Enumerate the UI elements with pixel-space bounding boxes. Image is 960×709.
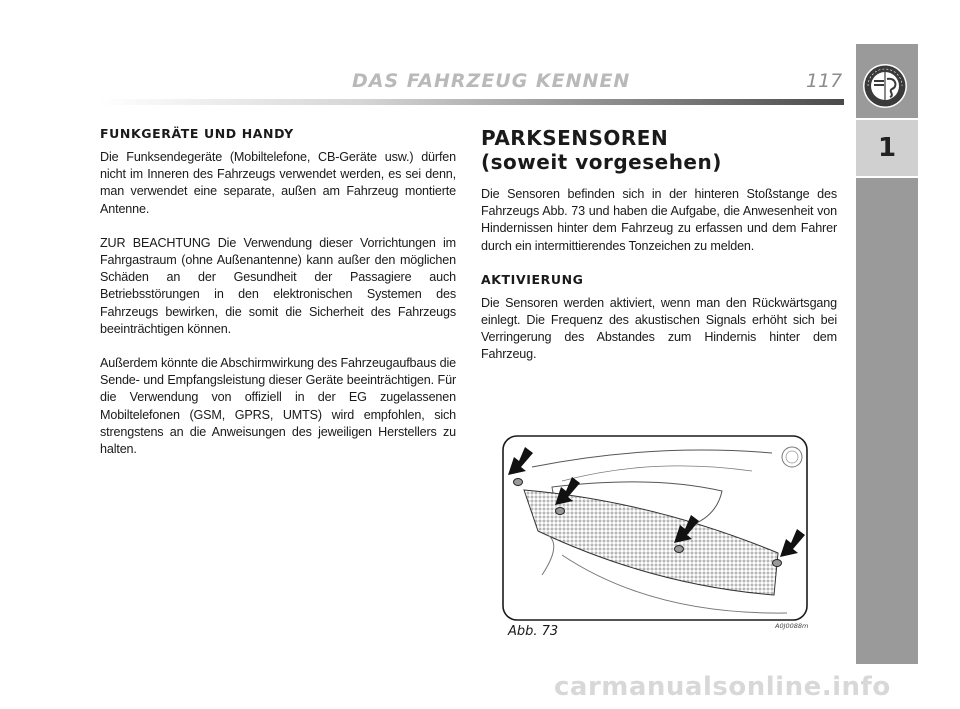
- intro-paragraph: Die Sensoren befinden sich in der hinteren Stoßstange des Fahrzeugs Abb. 73 und haben die Aufgabe, die Anwesenheit von Hindernissen hinter dem Fahrzeug zu erfassen und dem Fahrer durch ein intermittierendes Tonzeichen zu melden.: [481, 187, 837, 253]
- subheading-activation: AKTIVIERUNG: [481, 271, 584, 287]
- left-column: [100, 126, 456, 475]
- section-title: PARKSENSOREN: [481, 126, 669, 150]
- figure-caption: Abb. 73: [508, 624, 559, 639]
- paragraph: ZUR BEACHTUNG Die Verwendung dieser Vorrichtungen im Fahrgastraum (ohne Außenantenne) kann außer den möglichen Schäden an der Gesundheit der Passagiere auch Betriebsstörungen in den elektronischen Systemen des Fahrzeugs bewirken, die somit die Sicherheit des Fahrzeugs beeinträchtigen können.: [100, 235, 456, 336]
- header-rule: [98, 99, 844, 105]
- watermark: carmanualsonline.info: [554, 672, 891, 702]
- parking-sensor: [773, 560, 782, 567]
- right-column: [481, 126, 837, 381]
- page-number: 117: [806, 70, 843, 92]
- activation-paragraph: Die Sensoren werden aktiviert, wenn man den Rückwärtsgang einlegt. Die Frequenz des akustischen Signals erhöht sich bei Verringerung des Abstandes zum Hindernis hinter dem Fahrzeug.: [481, 295, 837, 362]
- paragraph: Die Funksendegeräte (Mobiltelefone, CB-Geräte usw.) dürfen nicht im Inneren des Fahrzeugs verwendet werden, es sei denn, man verwendet eine separate, außen am Fahrzeug montierte Antenne.: [100, 150, 456, 216]
- section-subtitle: (soweit vorgesehen): [481, 150, 722, 174]
- bumper-sensor-illustration: [502, 435, 808, 621]
- section-heading-radio: FUNKGERÄTE UND HANDY: [100, 126, 294, 141]
- chapter-tab[interactable]: 1: [856, 118, 918, 178]
- header-title: DAS FAHRZEUG KENNEN: [352, 70, 631, 92]
- parking-sensor: [514, 479, 523, 486]
- parking-sensor: [556, 508, 565, 515]
- alfa-romeo-logo-icon: [862, 63, 908, 109]
- parking-sensor: [675, 546, 684, 553]
- figure-code: A0J0088m: [775, 622, 809, 630]
- paragraph: Außerdem könnte die Abschirmwirkung des Fahrzeugaufbaus die Sende- und Empfangsleistung dieser Geräte beeinträchtigen. Für die Verwendung von offiziell in der EG zugelassenen Mobiltelefonen (GSM, GPRS, UMTS) wird empfohlen, sich strengstens an die Anweisungen des jeweiligen Herstellers zu halten.: [100, 356, 456, 457]
